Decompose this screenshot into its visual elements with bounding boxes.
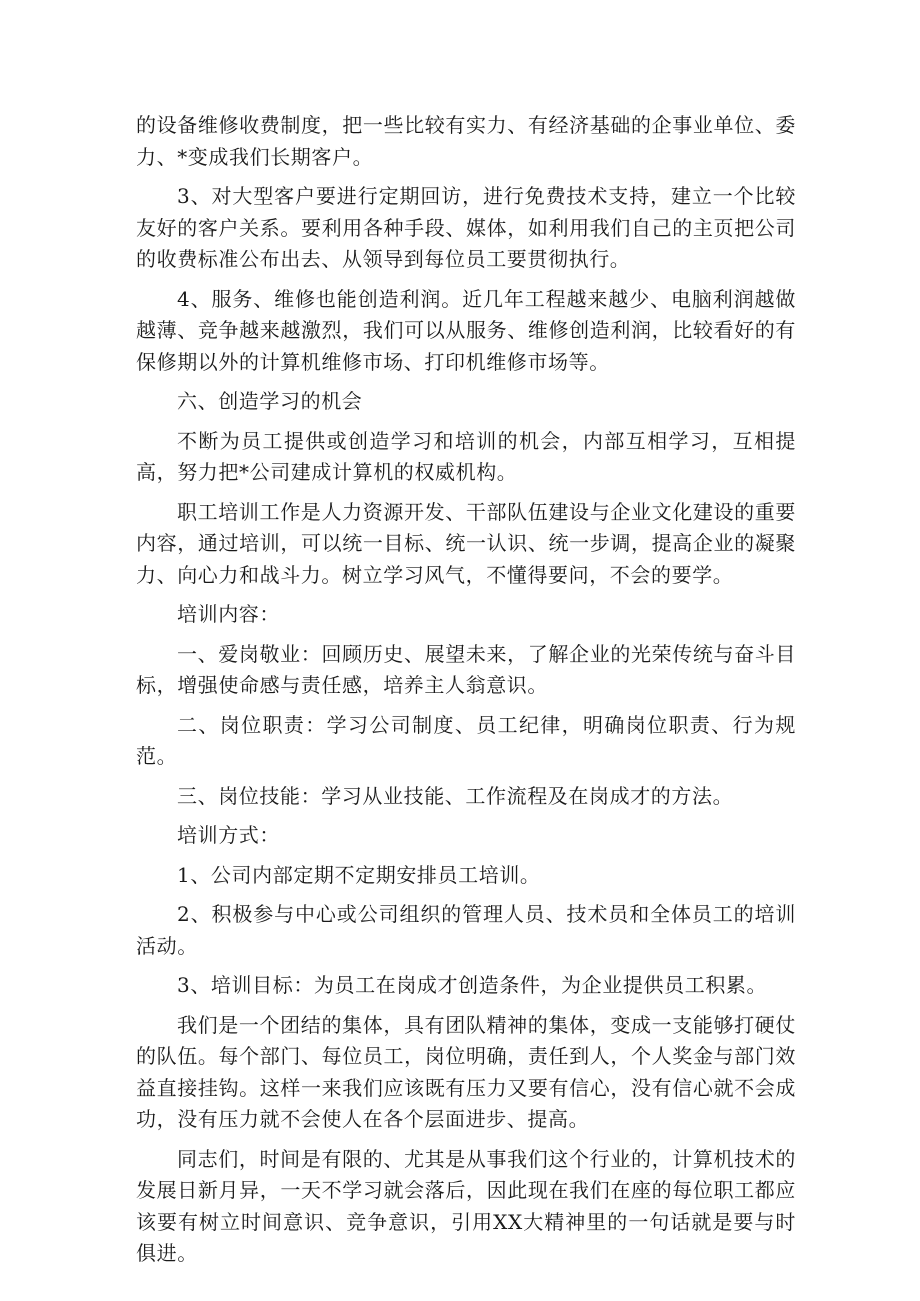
training-method-item-1: 1、公司内部定期不定期安排员工培训。 [177,862,541,887]
document-body [136,110,796,1278]
training-content-item-2: 二、岗位职责：学习公司制度、员工纪律，明确岗位职责、行为规范。 [136,712,796,768]
paragraph-team: 我们是一个团结的集体，具有团队精神的集体，变成一支能够打硬仗的队伍。每个部门、每位员工，岗位明确，责任到人，个人奖金与部门效益直接挂钩。这样一来我们应该既有压力又要有信心，没有信心就不会成功，没有压力就不会使人在各个层面进步、提高。 [136,1012,796,1131]
paragraph-item-3: 3、对大型客户要进行定期回访，进行免费技术支持，建立一个比较友好的客户关系。要利用各种手段、媒体，如利用我们自己的主页把公司的收费标准公布出去、从领导到每位员工要贯彻执行。 [136,184,796,271]
training-content-heading: 培训内容： [177,602,280,626]
paragraph-continuation: 的设备维修收费制度，把一些比较有实力、有经济基础的企事业单位、委力、*变成我们长期客户。 [136,113,796,169]
training-content-item-3: 三、岗位技能：学习从业技能、工作流程及在岗成才的方法。 [177,783,734,808]
paragraph-training-intro: 职工培训工作是人力资源开发、干部队伍建设与企业文化建设的重要内容，通过培训，可以统一目标、统一认识、统一步调，提高企业的凝聚力、向心力和战斗力。树立学习风气，不懂得要问，不会的要学。 [136,499,796,587]
paragraph-item-4: 4、服务、维修也能创造利润。近几年工程越来越少、电脑利润越做越薄、竞争越来越激烈，我们可以从服务、维修创造利润，比较看好的有保修期以外的计算机维修市场、打印机维修市场等。 [136,286,796,374]
training-method-item-3: 3、培训目标：为员工在岗成才创造条件，为企业提供员工积累。 [177,973,768,997]
paragraph-learning: 不断为员工提供或创造学习和培训的机会，内部互相学习，互相提高，努力把*公司建成计算机的权威机构。 [136,428,796,484]
section-heading-6: 六、创造学习的机会 [177,389,363,413]
paragraph-closing: 同志们，时间是有限的、尤其是从事我们这个行业的，计算机技术的发展日新月异，一天不学习就会落后，因此现在我们在座的每位职工都应该要有树立时间意识、竞争意识，引用XX大精神里的一句话就是要与时俱进。 [136,1146,796,1265]
training-method-heading: 培训方式： [177,823,280,847]
training-method-item-2: 2、积极参与中心或公司组织的管理人员、技术员和全体员工的培训活动。 [136,902,796,958]
training-content-item-1: 一、爱岗敬业：回顾历史、展望未来，了解企业的光荣传统与奋斗目标，增强使命感与责任感，培养主人翁意识。 [136,641,796,697]
